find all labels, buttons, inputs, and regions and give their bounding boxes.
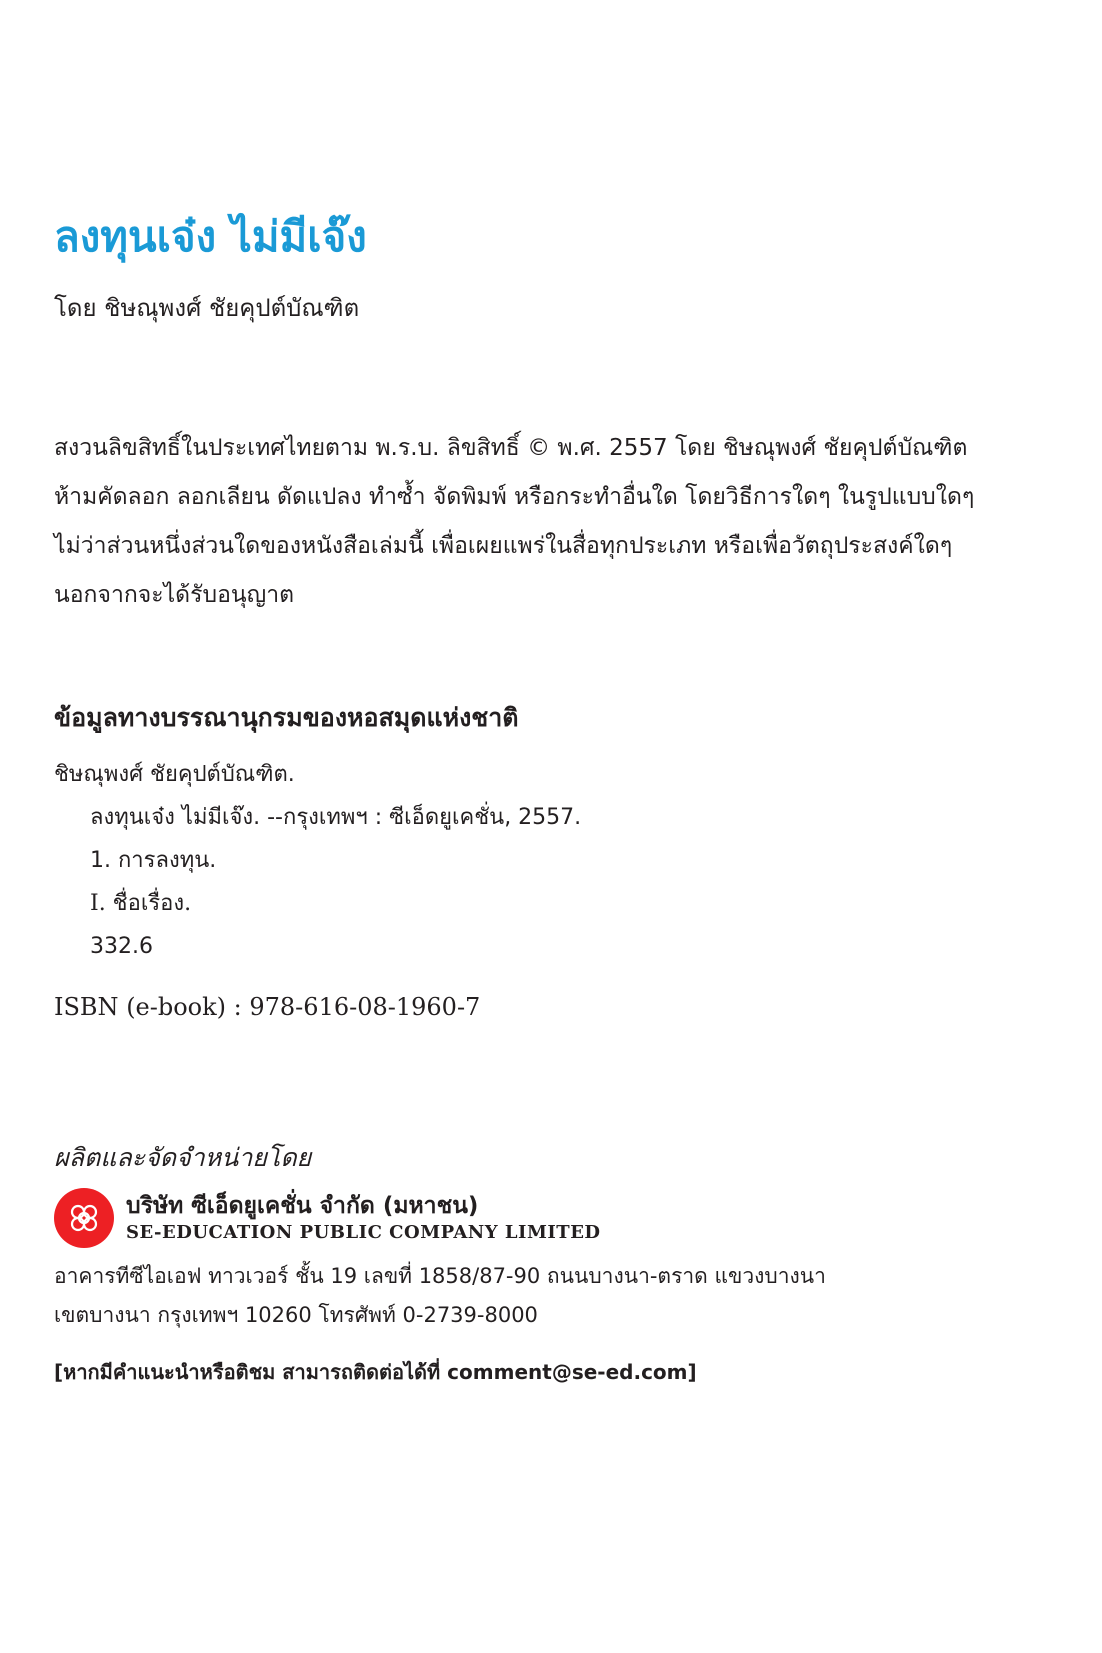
cip-title-line: ลงทุนเจ๋ง ไม่มีเจ๊ง. --กรุงเทพฯ : ซีเอ็ดยูเคชั่น, 2557. [90,805,582,830]
cip-heading: ข้อมูลทางบรรณานุกรมของหอสมุดแห่งชาติ [54,703,519,732]
cip-author: ชิษณุพงศ์ ชัยคุปต์บัณฑิต. [54,762,295,787]
cip-record [54,753,581,968]
se-ed-logo-mark [68,1202,100,1234]
book-title: ลงทุนเจ๋ง ไม่มีเจ๊ง [54,212,367,261]
copyright-line: สงวนลิขสิทธิ์ในประเทศไทยตาม พ.ร.บ. ลิขสิทธิ์ © พ.ศ. 2557 โดย ชิษณุพงศ์ ชัยคุปต์บัณฑิต [54,435,968,461]
cip-subject: 1. การลงทุน. [90,848,217,873]
copyright-line: ห้ามคัดลอก ลอกเลียน ดัดแปลง ทำซ้ำ จัดพิมพ์ หรือกระทำอื่นใด โดยวิธีการใดๆ ในรูปแบบใดๆ [54,484,975,510]
address-line: เขตบางนา กรุงเทพฯ 10260 โทรศัพท์ 0-2739-8000 [54,1303,538,1327]
book-author: โดย ชิษณุพงศ์ ชัยคุปต์บัณฑิต [54,294,360,322]
copyright-notice [54,424,1064,620]
se-ed-logo-icon [54,1188,114,1248]
contact-line: [หากมีคำแนะนำหรือติชม สามารถติดต่อได้ที่ comment@se-ed.com] [54,1360,697,1384]
address-line: อาคารทีซีไอเอฟ ทาวเวอร์ ชั้น 19 เลขที่ 1858/87-90 ถนนบางนา-ตราด แขวงบางนา [54,1264,826,1288]
isbn: ISBN (e-book) : 978-616-08-1960-7 [54,993,481,1021]
cip-classification: 332.6 [90,934,153,959]
copyright-line: ไม่ว่าส่วนหนึ่งส่วนใดของหนังสือเล่มนี้ เพื่อเผยแพร่ในสื่อทุกประเภท หรือเพื่อวัตถุประสงค์ใดๆ [54,533,953,559]
publisher-name-english: SE-EDUCATION PUBLIC COMPANY LIMITED [126,1222,601,1243]
cip-title-entry: I. ชื่อเรื่อง. [90,891,192,916]
distributed-by-label: ผลิตและจัดจำหน่ายโดย [54,1143,312,1172]
publisher-name-thai: บริษัท ซีเอ็ดยูเคชั่น จำกัด (มหาชน) [126,1193,479,1219]
copyright-line: นอกจากจะได้รับอนุญาต [54,582,295,608]
publisher-address [54,1257,826,1335]
